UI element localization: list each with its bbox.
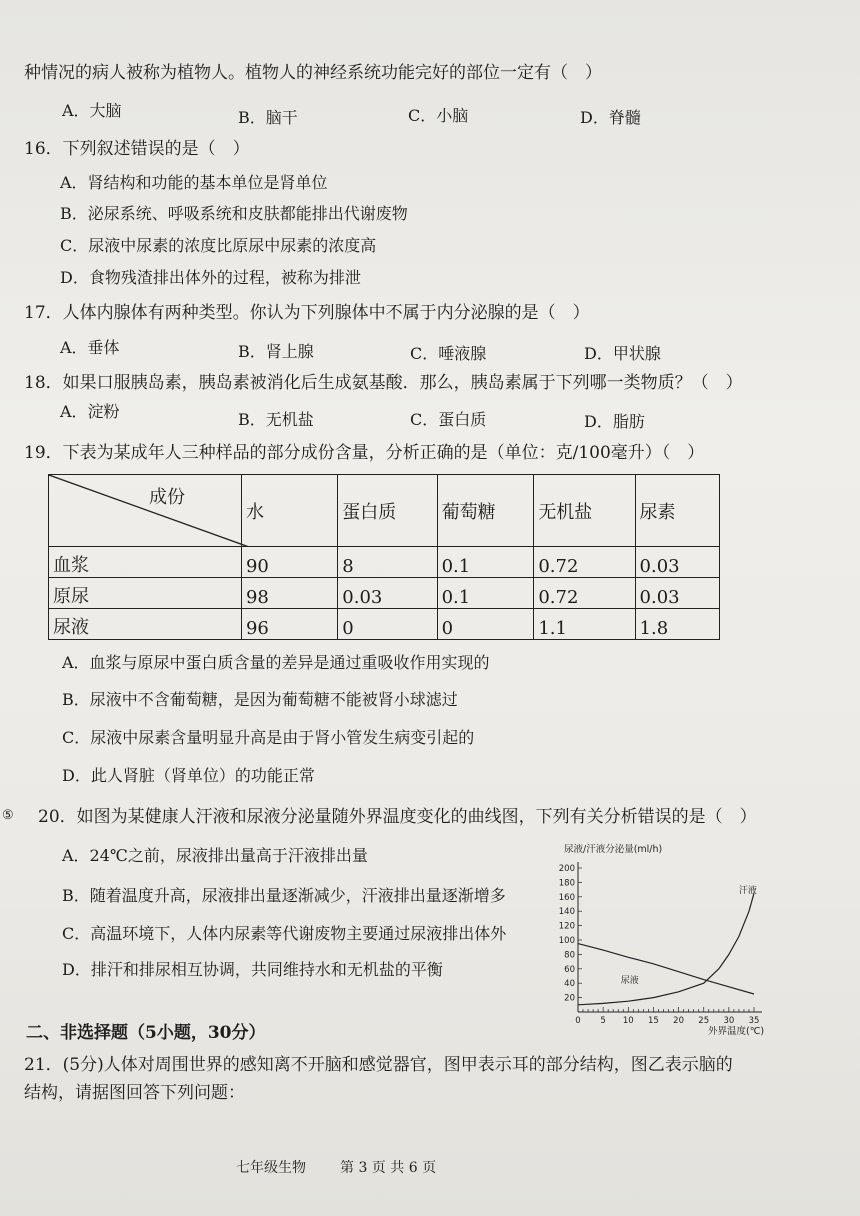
q16-option-b: B．泌尿系统、呼吸系统和皮肤都能排出代谢废物 [60,204,408,223]
table-row-label: 血浆 [49,547,242,578]
chart-series-label-sweat: 汗液 [738,885,757,896]
chart-x-tick-label: 5 [600,1016,606,1026]
q20-option-d: D．排汗和排尿相互协调，共同维持水和无机盐的平衡 [62,960,443,979]
q19-option-d: D．此人肾脏（肾单位）的功能正常 [62,766,315,785]
chart-x-tick-label: 10 [622,1016,634,1026]
q18-option-a: A．淀粉 [60,402,120,421]
chart-y-tick-label: 40 [564,979,575,990]
table-cell: 96 [241,609,337,640]
q19-option-b: B．尿液中不含葡萄糖，是因为葡萄糖不能被肾小球滤过 [62,690,458,709]
q18-option-c: C．蛋白质 [410,410,487,429]
q17-option-c: C．唾液腺 [410,344,487,363]
q15-option-b: B．脑干 [238,108,298,127]
chart-y-tick-label: 140 [558,907,575,918]
table-header-cell: 蛋白质 [338,475,437,547]
q18-stem: 18．如果口服胰岛素，胰岛素被消化后生成氨基酸．那么，胰岛素属于下列哪一类物质？（ ） [24,373,743,393]
table-cell: 0.03 [635,547,719,578]
q15-option-a: A．大脑 [62,101,122,120]
q20-option-a: A．24℃之前，尿液排出量高于汗液排出量 [62,846,368,865]
table-cell: 98 [241,578,337,609]
q20-option-c: C．高温环境下，人体内尿素等代谢废物主要通过尿液排出体外 [62,924,507,943]
table-cell: 1.8 [635,609,719,640]
chart-x-tick-label: 25 [698,1016,710,1026]
q19-stem: 19．下表为某成年人三种样品的部分成份含量，分析正确的是（单位：克/100毫升）（ ） [24,443,705,463]
q20-stem: 20．如图为某健康人汗液和尿液分泌量随外界温度变化的曲线图，下列有关分析错误的是（ ） [38,807,757,827]
composition-table [48,474,720,640]
chart-x-tick-label: 0 [575,1016,581,1026]
chart-xlabel: 外界温度(℃) [708,1026,765,1037]
table-cell: 90 [241,547,337,578]
q15-option-c: C．小脑 [408,106,469,125]
secretion-temperature-chart [558,838,790,1038]
chart-y-tick-label: 80 [564,950,575,961]
table-header-cell: 水 [241,475,337,547]
q17-option-b: B．肾上腺 [238,342,314,361]
table-row-label: 尿液 [49,609,242,640]
table-row [49,578,720,609]
table-cell: 0 [338,609,437,640]
table-header-cell: 葡萄糖 [437,475,534,547]
table-cell: 0.1 [437,578,534,609]
circled-marker: ⑤ [2,808,14,823]
table-row [49,547,720,578]
table-cell: 1.1 [534,609,635,640]
chart-x-tick-label: 35 [748,1016,760,1026]
chart-y-tick-label: 100 [558,936,575,946]
table-cell: 0.03 [635,578,719,609]
q21-stem-line2: 结构，请据图回答下列问题： [24,1083,245,1103]
chart-series-line-urine [578,944,754,994]
q17-option-d: D．甲状腺 [584,344,661,363]
q15-option-d: D．脊髓 [580,108,641,127]
chart-y-tick-label: 180 [558,878,575,889]
q19-option-c: C．尿液中尿素含量明显升高是由于肾小管发生病变引起的 [62,728,475,747]
chart-series-label-urine: 尿液 [620,976,639,987]
table-cell: 0 [437,609,534,640]
section-title: 二、非选择题（5小题，30分） [26,1023,266,1043]
table-row-label: 原尿 [49,578,242,609]
q17-option-a: A．垂体 [60,338,120,357]
table-row [49,609,720,640]
chart-x-tick-label: 30 [723,1016,735,1026]
table-cell: 8 [338,547,437,578]
q16-option-c: C．尿液中尿素的浓度比原尿中尿素的浓度高 [60,236,377,255]
q18-option-d: D．脂肪 [584,412,645,431]
table-cell: 0.72 [534,547,635,578]
q16-option-a: A．肾结构和功能的基本单位是肾单位 [60,173,328,192]
table-corner-cell [49,475,242,547]
chart-y-tick-label: 60 [564,964,575,975]
q16-stem: 16．下列叙述错误的是（ ） [24,139,250,159]
table-corner-label: 成份 [149,487,185,508]
chart-y-tick-label: 200 [558,864,575,874]
q16-option-d: D．食物残渣排出体外的过程，被称为排泄 [60,268,361,287]
table-cell: 0.1 [437,547,534,578]
chart-ylabel: 尿液/汗液分泌量(ml/h) [564,844,663,855]
q20-option-b: B．随着温度升高，尿液排出量逐渐减少，汗液排出量逐渐增多 [62,886,506,905]
chart-y-tick-label: 120 [558,921,575,932]
q19-option-a: A．血浆与原尿中蛋白质含量的差异是通过重吸收作用实现的 [62,653,490,672]
q21-stem-line1: 21．(5分)人体对周围世界的感知离不开脑和感觉器官，图甲表示耳的部分结构，图乙表示脑的 [24,1055,733,1075]
chart-y-tick-label: 160 [558,892,575,903]
table-header-cell: 尿素 [635,475,719,547]
chart-series-line-sweat [578,893,754,1005]
chart-x-tick-label: 20 [673,1016,684,1026]
footer-page-number: 第 3 页 共 6 页 [340,1160,437,1176]
table-cell: 0.72 [534,578,635,609]
footer-subject: 七年级生物 [236,1160,306,1176]
q18-option-b: B．无机盐 [238,410,314,429]
chart-y-tick-label: 20 [564,993,575,1004]
q17-stem: 17．人体内腺体有两种类型。你认为下列腺体中不属于内分泌腺的是（ ） [24,303,590,323]
chart-x-tick-label: 15 [648,1016,659,1026]
q15-stem: 种情况的病人被称为植物人。植物人的神经系统功能完好的部位一定有（ ） [24,63,602,83]
table-cell: 0.03 [338,578,437,609]
table-header-cell: 无机盐 [534,475,635,547]
